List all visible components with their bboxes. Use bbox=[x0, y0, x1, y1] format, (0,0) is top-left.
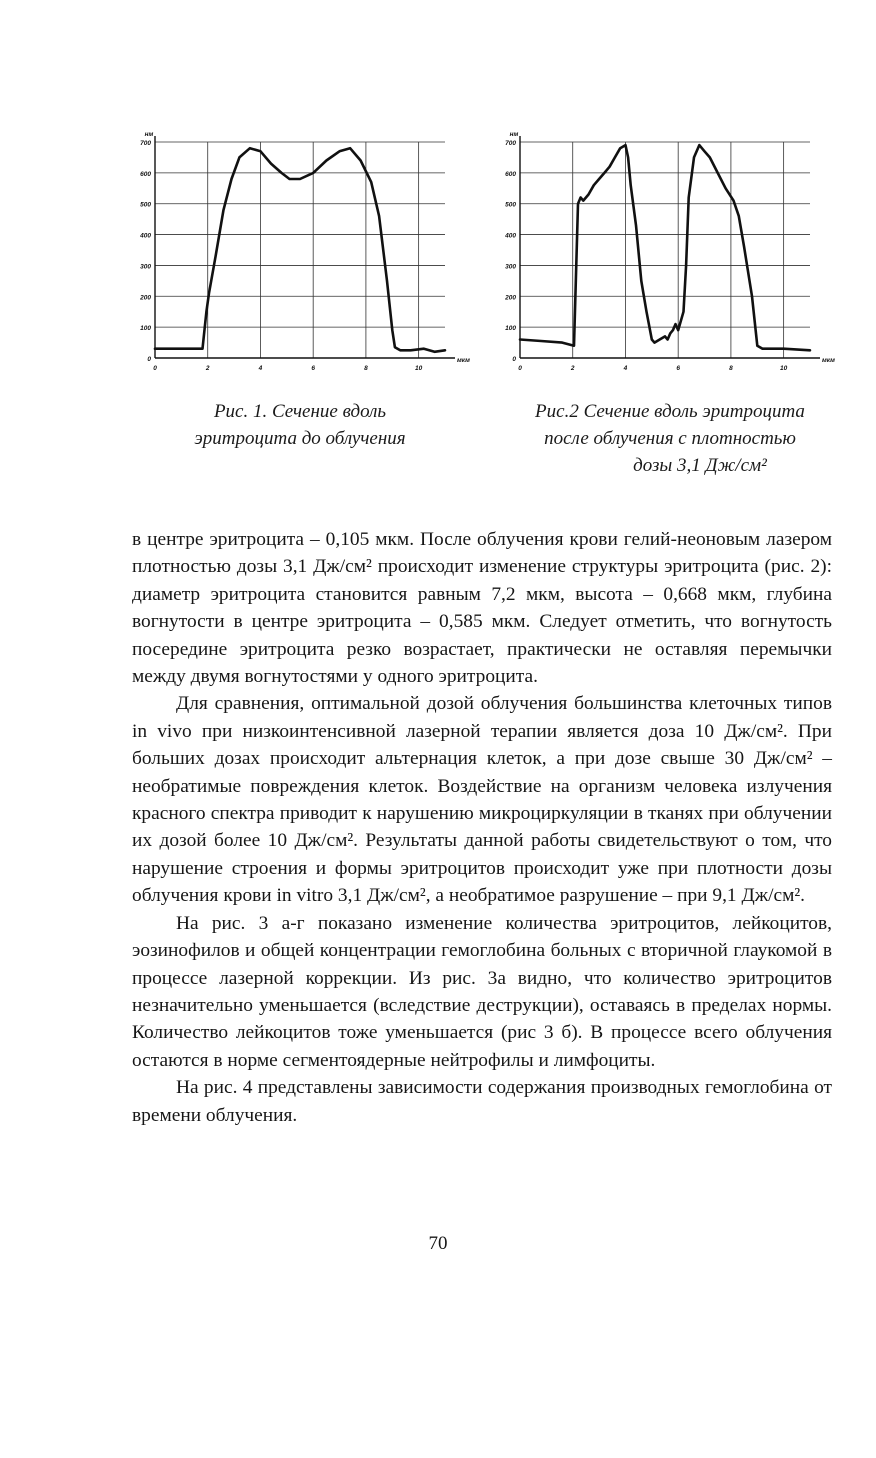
paragraph: Для сравнения, оптимальной дозой облучения большинства клеточных типов in vivo при низкоинтенсивной лазерной терапии является доза 10 Дж/см². При больших дозах происходит альтернация клеток, а при дозе свыше 30 Дж/см² – необратимые повреждения клеток. Воздействие на организм человека излучения красного спектра приводит к нарушению микроциркуляции в тканях при облучении их дозой более 10 Дж/см². Результаты данной работы свидетельствуют о том, что нарушение строения и формы эритроцитов происходит уже при плотности дозы облучения крови in vitro 3,1 Дж/см², а необратимое разрушение – при 9,1 Дж/см². bbox=[132, 693, 832, 907]
y-tick-label: 300 bbox=[505, 263, 516, 271]
y-unit-label: нм bbox=[509, 131, 519, 138]
x-unit-label: мкм bbox=[457, 357, 470, 364]
figure-2-caption bbox=[490, 398, 850, 479]
x-tick-label: 4 bbox=[623, 365, 628, 372]
x-tick-label: 8 bbox=[729, 365, 733, 372]
y-tick-label: 500 bbox=[140, 201, 151, 209]
page-number: 70 bbox=[428, 1233, 448, 1254]
y-tick-label: 500 bbox=[505, 201, 516, 209]
figure-2-chart bbox=[500, 128, 845, 383]
figure-1 bbox=[135, 128, 480, 383]
y-tick-label: 600 bbox=[505, 170, 516, 178]
figure-2-caption-line: Рис.2 Сечение вдоль эритроцита bbox=[535, 401, 805, 422]
y-tick-label: 200 bbox=[505, 294, 516, 302]
paragraph: На рис. 4 представлены зависимости содержания производных гемоглобина от времени облучения. bbox=[132, 1077, 832, 1126]
figure-2-caption-line: после облучения с плотностью bbox=[544, 428, 796, 449]
figure-1-caption-line: Рис. 1. Сечение вдоль bbox=[213, 401, 387, 422]
paragraph: На рис. 3 а-г показано изменение количества эритроцитов, лейкоцитов, эозинофилов и общей концентрации гемоглобина больных с вторичной глаукомой в процессе лазерной коррекции. Из рис. 3а видно, что количество эритроцитов незначительно уменьшается (вследствие деструкции), оставаясь в пределах нормы. Количество лейкоцитов тоже уменьшается (рис 3 б). В процессе всего облучения остаются в норме сегментоядерные нейтрофилы и лимфоциты. bbox=[132, 912, 832, 1071]
y-tick-label: 0 bbox=[512, 356, 516, 363]
x-tick-label: 8 bbox=[364, 365, 368, 372]
profile-line bbox=[155, 148, 445, 352]
y-tick-label: 100 bbox=[140, 325, 151, 333]
y-tick-label: 700 bbox=[505, 140, 516, 147]
x-tick-label: 0 bbox=[518, 365, 522, 372]
x-unit-label: мкм bbox=[822, 357, 835, 364]
y-tick-label: 200 bbox=[140, 294, 151, 302]
profile-line bbox=[520, 145, 810, 350]
figure-1-caption bbox=[150, 398, 450, 452]
figure-2 bbox=[500, 128, 845, 383]
y-unit-label: нм bbox=[144, 131, 154, 138]
y-tick-label: 300 bbox=[140, 263, 151, 271]
body-text bbox=[132, 526, 832, 1129]
x-tick-label: 10 bbox=[780, 365, 788, 372]
y-tick-label: 400 bbox=[505, 232, 516, 240]
y-tick-label: 400 bbox=[140, 232, 151, 240]
paragraph: в центре эритроцита – 0,105 мкм. После облучения крови гелий-неоновым лазером плотностью дозы 3,1 Дж/см² происходит изменение структуры эритроцита (рис. 2): диаметр эритроцита становится равным 7,2 мкм, высота – 0,668 мкм, глубина вогнутости в центре эритроцита – 0,585 мкм. Следует отметить, что вогнутость посередине эритроцита резко возрастает, практически не оставляя перемычки между двумя вогнутостями у одного эритроцита. bbox=[132, 529, 832, 688]
figure-1-caption-line: эритроцита до облучения bbox=[194, 428, 406, 449]
y-tick-label: 700 bbox=[140, 140, 151, 147]
y-tick-label: 600 bbox=[140, 170, 151, 178]
x-tick-label: 6 bbox=[311, 365, 315, 372]
x-tick-label: 10 bbox=[415, 365, 423, 372]
x-tick-label: 2 bbox=[205, 365, 210, 372]
x-tick-label: 4 bbox=[258, 365, 263, 372]
y-tick-label: 100 bbox=[505, 325, 516, 333]
x-tick-label: 6 bbox=[676, 365, 680, 372]
figure-1-chart bbox=[135, 128, 480, 383]
y-tick-label: 0 bbox=[147, 356, 151, 363]
figure-2-caption-line: дозы 3,1 Дж/см² bbox=[633, 455, 767, 476]
x-tick-label: 2 bbox=[570, 365, 575, 372]
x-tick-label: 0 bbox=[153, 365, 157, 372]
